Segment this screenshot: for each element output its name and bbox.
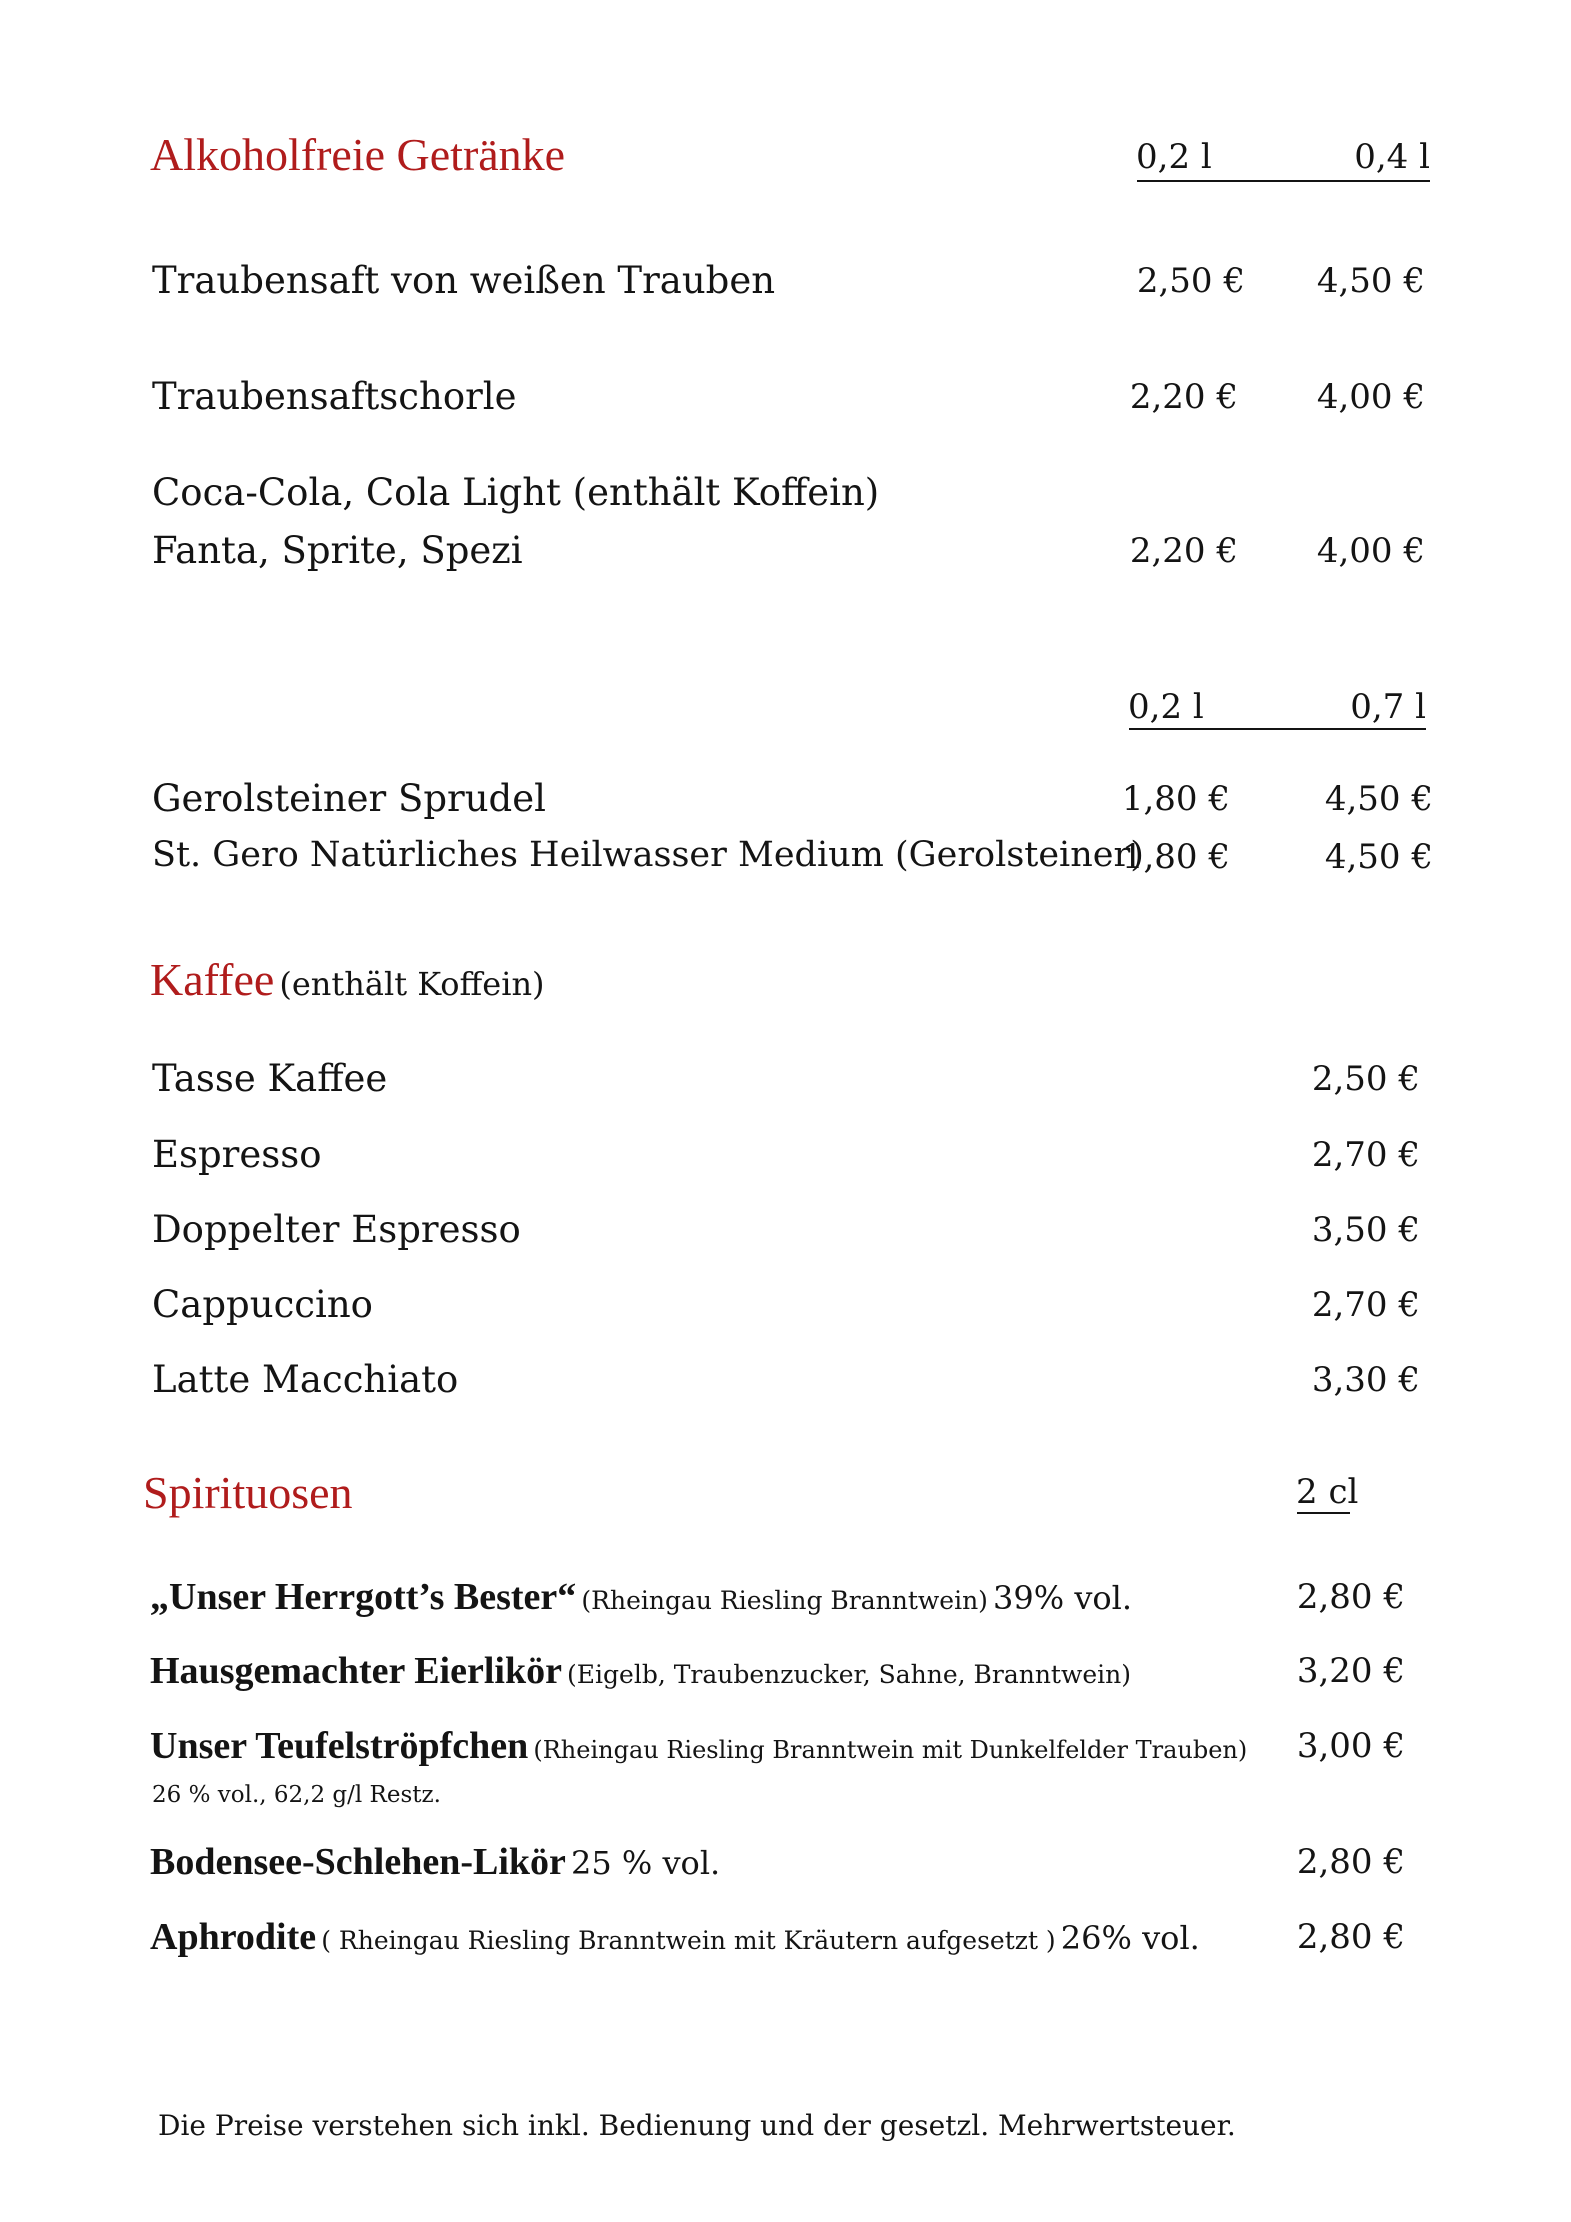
spirit-name: „Unser Herrgott’s Bester“ (150, 1576, 577, 1618)
item-price-large: 4,00 € (1316, 531, 1425, 571)
item-price-small: 1,80 € (1121, 837, 1230, 877)
kaffee-note: (enthält Koffein) (279, 965, 545, 1003)
spirit-row (150, 1727, 1247, 1765)
kaffee-heading-row (150, 954, 545, 1005)
column-header-underline (1297, 1512, 1350, 1514)
spirit-price: 3,20 € (1296, 1651, 1405, 1691)
item-price: 2,70 € (1311, 1285, 1420, 1325)
item-price-large: 4,50 € (1324, 837, 1433, 877)
spirit-row (150, 1918, 1200, 1956)
item-name: Doppelter Espresso (152, 1208, 521, 1251)
item-price: 3,30 € (1311, 1360, 1420, 1400)
spirit-volume: 25 % vol. (571, 1844, 721, 1882)
spirit-description: ( Rheingau Riesling Branntwein mit Kräutern aufgesetzt ) (321, 1926, 1056, 1955)
spirit-name: Aphrodite (150, 1916, 317, 1958)
spirit-price: 2,80 € (1296, 1917, 1405, 1957)
spirit-description: (Rheingau Riesling Branntwein mit Dunkelfelder Trauben) (533, 1736, 1248, 1764)
heading-kaffee: Kaffee (150, 954, 275, 1005)
spirit-name: Unser Teufelströpfchen (150, 1725, 529, 1767)
item-name: Traubensaftschorle (152, 375, 517, 418)
column-header-0-2l: 0,2 l (1128, 687, 1204, 727)
column-header-0-7l: 0,7 l (1350, 687, 1426, 727)
spirit-price: 3,00 € (1296, 1726, 1405, 1766)
spirit-name: Bodensee-Schlehen-Likör (150, 1841, 566, 1883)
item-price-large: 4,50 € (1316, 261, 1425, 301)
column-header-underline (1129, 728, 1426, 730)
spirit-name: Hausgemachter Eierlikör (150, 1650, 562, 1692)
item-name: Cappuccino (152, 1283, 373, 1326)
item-price: 2,70 € (1311, 1135, 1420, 1175)
item-name: Latte Macchiato (152, 1358, 459, 1401)
spirit-row (150, 1843, 720, 1881)
item-price-large: 4,00 € (1316, 377, 1425, 417)
spirit-row (150, 1578, 1132, 1616)
item-name-line1: Coca-Cola, Cola Light (enthält Koffein) (152, 471, 880, 514)
column-header-underline (1137, 180, 1430, 182)
footer-note: Die Preise verstehen sich inkl. Bedienung und der gesetzl. Mehrwertsteuer. (158, 2109, 1236, 2142)
spirit-extra-info: 26 % vol., 62,2 g/l Restz. (152, 1782, 441, 1808)
heading-alkoholfreie-getraenke: Alkoholfreie Getränke (150, 129, 566, 180)
item-name: St. Gero Natürliches Heilwasser Medium (Gerolsteiner) (152, 835, 1144, 875)
item-name: Espresso (152, 1133, 322, 1176)
spirit-volume: 26% vol. (1060, 1919, 1200, 1957)
column-header-2cl: 2 cl (1296, 1472, 1359, 1512)
spirit-row (150, 1652, 1131, 1690)
heading-spirituosen: Spirituosen (143, 1467, 353, 1518)
item-price-small: 1,80 € (1121, 779, 1230, 819)
item-name: Gerolsteiner Sprudel (152, 777, 546, 820)
column-header-0-2l: 0,2 l (1136, 137, 1212, 177)
item-price-small: 2,20 € (1129, 531, 1238, 571)
item-price: 3,50 € (1311, 1210, 1420, 1250)
column-header-0-4l: 0,4 l (1354, 137, 1430, 177)
spirit-description: (Rheingau Riesling Branntwein) (581, 1586, 988, 1615)
spirit-price: 2,80 € (1296, 1577, 1405, 1617)
item-name: Tasse Kaffee (152, 1057, 388, 1100)
spirit-price: 2,80 € (1296, 1842, 1405, 1882)
spirit-volume: 39% vol. (993, 1579, 1133, 1617)
item-price: 2,50 € (1311, 1059, 1420, 1099)
spirit-description: (Eigelb, Traubenzucker, Sahne, Branntwein) (567, 1660, 1132, 1689)
item-price-small: 2,50 € (1136, 261, 1245, 301)
item-name-line2: Fanta, Sprite, Spezi (152, 529, 523, 572)
item-price-large: 4,50 € (1324, 779, 1433, 819)
item-name: Traubensaft von weißen Trauben (152, 259, 776, 302)
item-price-small: 2,20 € (1129, 377, 1238, 417)
